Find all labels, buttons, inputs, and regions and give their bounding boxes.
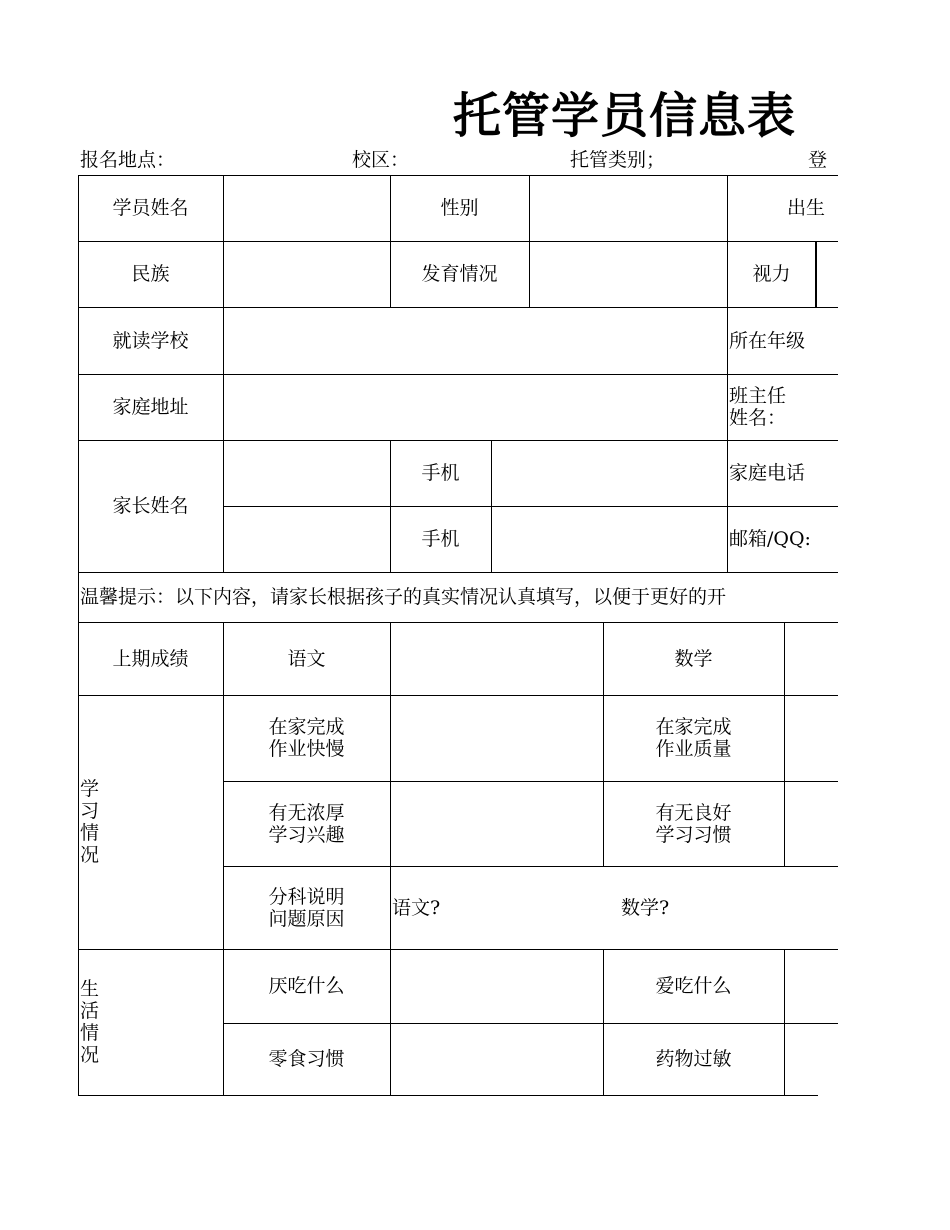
dislike-food-label: 厌吃什么 bbox=[268, 975, 345, 997]
campus-label: 校区： bbox=[352, 149, 410, 171]
study-habit-label bbox=[603, 781, 784, 866]
form-title: 托管学员信息表 bbox=[453, 88, 797, 144]
study-habit-field[interactable] bbox=[784, 781, 816, 866]
subject-problem-label bbox=[223, 866, 390, 949]
chinese-score-label: 语文 bbox=[287, 647, 326, 670]
snack-habit-label: 零食习惯 bbox=[268, 1048, 345, 1070]
drug-allergy-field[interactable] bbox=[784, 1023, 816, 1095]
school-label: 就读学校 bbox=[112, 329, 189, 352]
gender-field[interactable] bbox=[529, 175, 727, 241]
parent-name-field-1[interactable] bbox=[223, 440, 390, 506]
mobile-field-2[interactable] bbox=[491, 506, 727, 572]
birth-date-label: 出生 bbox=[787, 197, 826, 219]
study-interest-label bbox=[223, 781, 390, 866]
vision-label: 视力 bbox=[752, 263, 791, 285]
chinese-score-field[interactable] bbox=[390, 622, 603, 695]
homework-speed-line1: 在家完成 bbox=[268, 716, 345, 738]
category-label: 托管类别； bbox=[570, 149, 666, 171]
drug-allergy-label: 药物过敏 bbox=[655, 1048, 732, 1070]
study-interest-line1: 有无浓厚 bbox=[268, 801, 345, 824]
student-name-field[interactable] bbox=[223, 175, 390, 241]
study-interest-field[interactable] bbox=[390, 781, 603, 866]
homework-speed-label bbox=[223, 695, 390, 781]
math-score-label: 数学 bbox=[674, 647, 713, 670]
homework-quality-line2: 作业质量 bbox=[655, 738, 732, 760]
address-label: 家庭地址 bbox=[112, 396, 189, 418]
ethnicity-label: 民族 bbox=[131, 263, 170, 285]
development-field[interactable] bbox=[529, 241, 727, 307]
study-habit-line2: 学习习惯 bbox=[655, 823, 732, 846]
mobile-label-1: 手机 bbox=[421, 462, 460, 484]
math-score-field[interactable] bbox=[784, 622, 816, 695]
head-teacher-label-line2: 姓名： bbox=[729, 407, 787, 429]
study-interest-line2: 学习兴趣 bbox=[268, 823, 345, 846]
study-situation-text: 学习情况 bbox=[80, 778, 100, 866]
homework-quality-label bbox=[603, 695, 784, 781]
registration-location-label: 报名地点： bbox=[80, 149, 176, 171]
parent-tip: 温馨提示：以下内容，请家长根据孩子的真实情况认真填写，以便于更好的开 bbox=[80, 586, 727, 608]
mobile-field-1[interactable] bbox=[491, 440, 727, 506]
home-phone-label: 家庭电话 bbox=[729, 462, 806, 484]
last-score-label: 上期成绩 bbox=[112, 647, 189, 670]
school-field[interactable] bbox=[223, 307, 727, 374]
study-habit-line1: 有无良好 bbox=[655, 801, 732, 824]
parent-name-field-2[interactable] bbox=[223, 506, 390, 572]
registration-cut-label: 登 bbox=[808, 149, 828, 171]
study-situation-label bbox=[78, 695, 223, 949]
student-name-label: 学员姓名 bbox=[112, 197, 189, 219]
head-teacher-label-line1: 班主任 bbox=[729, 385, 787, 407]
address-field[interactable] bbox=[223, 374, 727, 440]
grade-label: 所在年级 bbox=[729, 329, 806, 352]
email-qq-label: 邮箱/QQ: bbox=[729, 528, 811, 550]
homework-speed-line2: 作业快慢 bbox=[268, 738, 345, 760]
dislike-food-field[interactable] bbox=[390, 949, 603, 1023]
subject-math-field[interactable]: 数学? bbox=[621, 896, 670, 919]
life-situation-label bbox=[78, 949, 223, 1095]
homework-quality-line1: 在家完成 bbox=[655, 716, 732, 738]
like-food-label: 爱吃什么 bbox=[655, 975, 732, 997]
subject-problem-line1: 分科说明 bbox=[268, 885, 345, 908]
life-situation-text: 生活情况 bbox=[80, 978, 100, 1066]
like-food-field[interactable] bbox=[784, 949, 816, 1023]
parent-name-label: 家长姓名 bbox=[112, 495, 189, 517]
homework-quality-field[interactable] bbox=[784, 695, 816, 781]
gender-label: 性别 bbox=[440, 197, 479, 219]
snack-habit-field[interactable] bbox=[390, 1023, 603, 1095]
homework-speed-field[interactable] bbox=[390, 695, 603, 781]
head-teacher-label bbox=[727, 374, 827, 440]
development-label: 发育情况 bbox=[421, 263, 498, 285]
subject-chinese-field[interactable]: 语文? bbox=[392, 896, 441, 919]
ethnicity-field[interactable] bbox=[223, 241, 390, 307]
subject-problem-line2: 问题原因 bbox=[268, 907, 345, 930]
mobile-label-2: 手机 bbox=[421, 528, 460, 550]
